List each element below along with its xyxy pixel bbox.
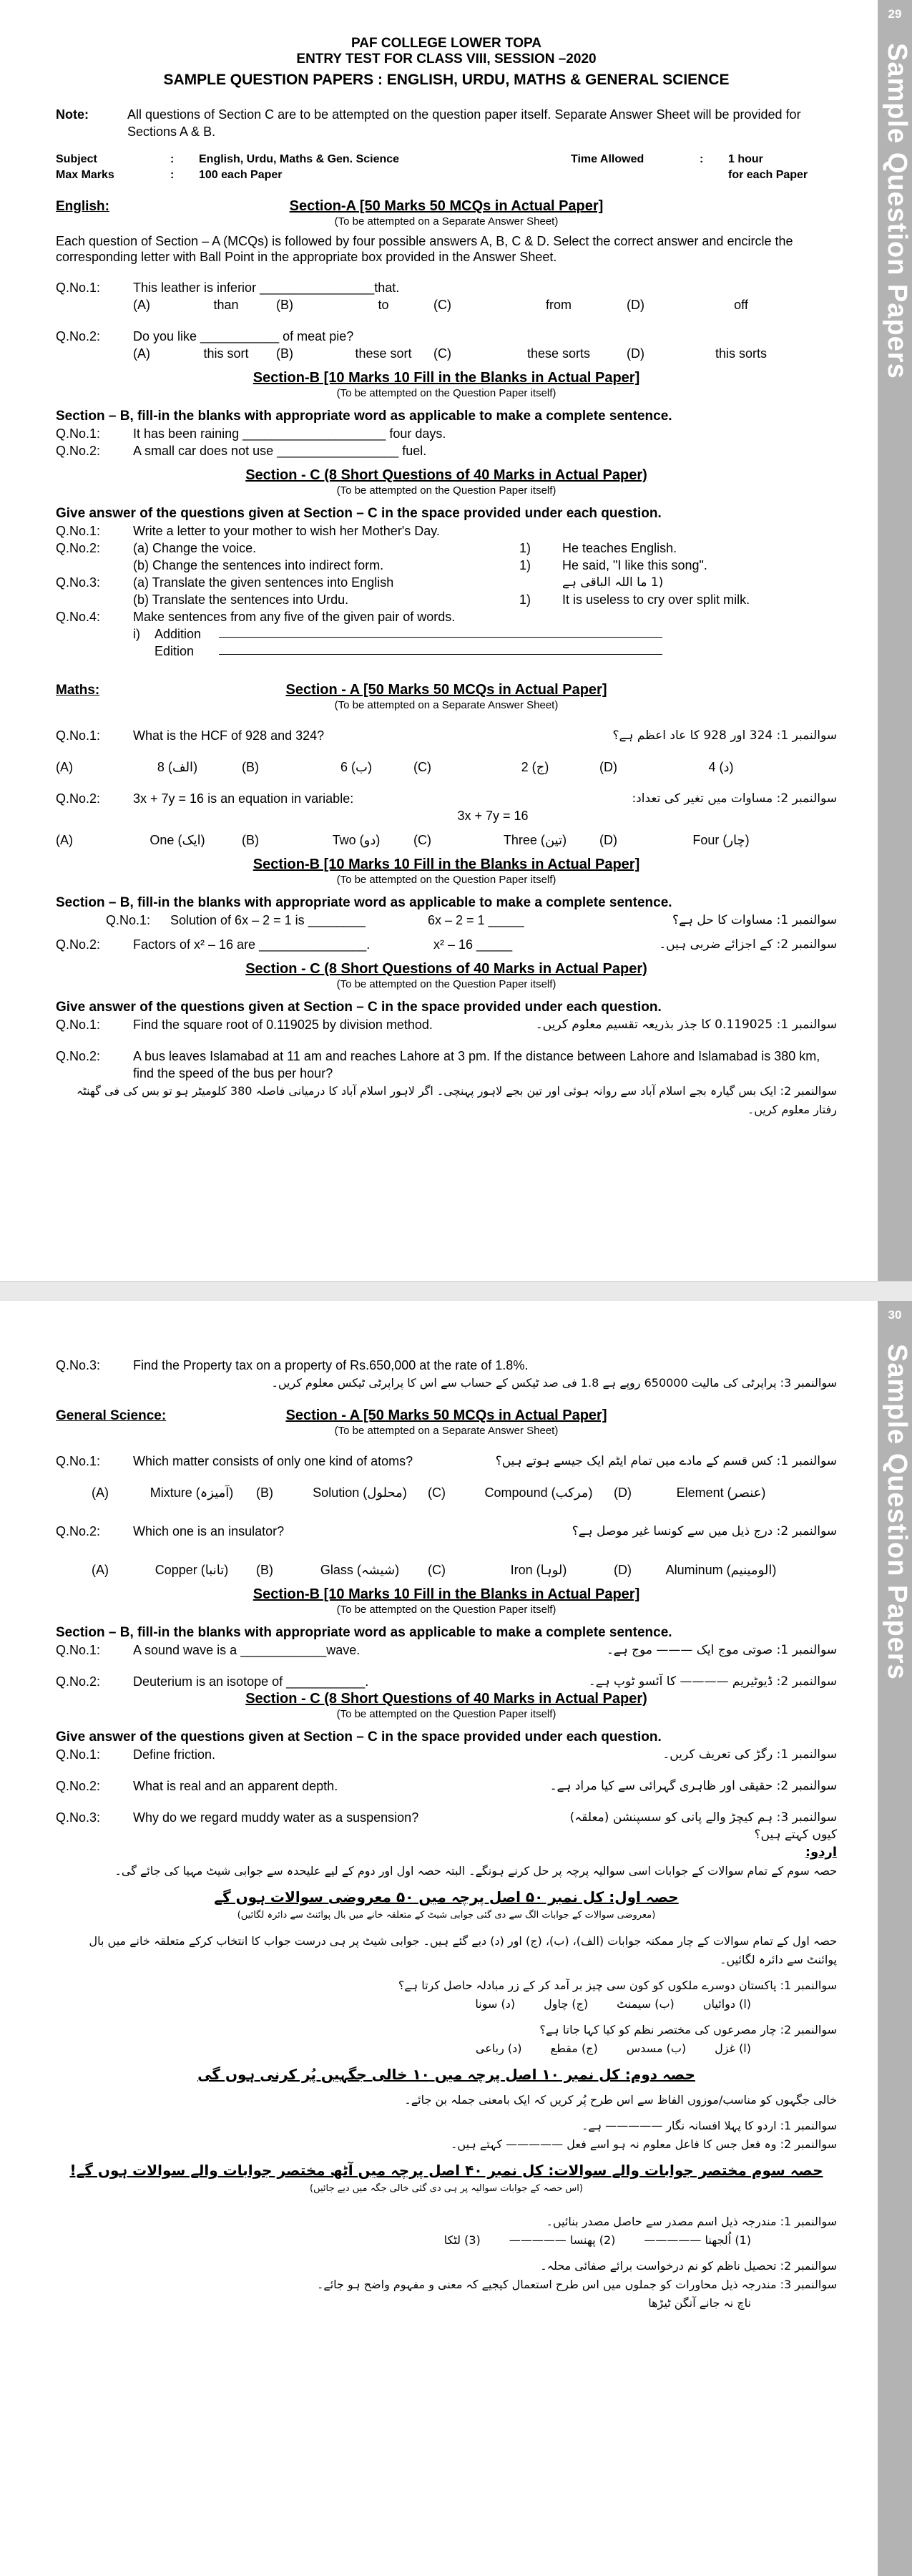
question-number: Q.No.2: [56,329,101,343]
note-label: Note: [56,107,89,122]
option-letter: (B) [256,1485,273,1500]
urdu-question: سوالنمبر 3: مندرجہ ذیل محاورات کو جملوں میں اس طرح استعمال کیجیے کہ معنی و مفہوم واضح ہو جائے۔ [316,2278,837,2291]
colon: : [170,153,175,165]
question-urdu: سوالنمبر 3: ہم کیچڑ والے پانی کو سسپنشن (معلقہ) کیوں کہتے ہیں؟ [569,1810,837,1842]
option-letter: (A) [56,833,73,847]
question-text: Which one is an insulator? [133,1524,285,1538]
option-value: to [378,298,389,312]
question-text: Deuterium is an isotope of ___________. [133,1674,369,1689]
option: (2) پھنسا ————— [509,2233,616,2247]
urdu-section-1-sub: (معروضی سوالات کے جوابات الگ سے دی گئی جوابی شیٹ کے متعلقہ خانے میں بال پوائنٹ سے دائرہ لگائیں) [237,1910,656,1921]
option-value: 2 (ج) [521,760,549,774]
question-text: Solution of 6x – 2 = 1 is ________ [170,913,366,927]
question-text: Factors of x² – 16 are _______________. [133,937,371,952]
question-text: Make sentences from any five of the given pair of words. [133,610,456,624]
option-value: these sorts [526,346,591,361]
section-c-instruction: Give answer of the questions given at Section – C in the space provided under each question. [56,1729,662,1745]
equation: 6x – 2 = 1 _____ [428,913,524,927]
question-text: Define friction. [133,1747,216,1762]
question-urdu: سوالنمبر 2: کے اجزائے ضربی ہیں۔ [659,937,837,952]
question-text: A sound wave is a ____________wave. [133,1643,361,1657]
question-urdu: سوالنمبر 2: درج ذیل میں سے کونسا غیر موصل ہے؟ [572,1524,837,1538]
item-text: It is useless to cry over split milk. [562,592,750,607]
question-text: Write a letter to your mother to wish her Mother's Day. [133,524,440,538]
urdu-question: سوالنمبر 2: وہ فعل جس کا فاعل معلوم نہ ہو اسے فعل ————— کہتے ہیں۔ [451,2137,837,2151]
question-number: Q.No.1: [106,913,151,927]
option: (ا) غزل [715,2041,751,2055]
option-value: Compound (مرکب) [484,1485,593,1500]
question-urdu: سوالنمبر 1: کس قسم کے مادے میں تمام ایٹم ایک جیسے ہوتے ہیں؟ [495,1454,837,1468]
urdu-section-3-sub: (اس حصہ کے جوابات سوالیہ پر ہی دی گئی خالی جگہ میں دیے جائیں) [309,2183,583,2194]
section-a-heading: Section - A [50 Marks 50 MCQs in Actual Paper] [285,1407,607,1423]
question [56,936,837,953]
section-a-heading: Section-A [50 Marks 50 MCQs in Actual Paper] [289,198,604,214]
time-value: 1 hour [728,153,763,165]
question-number: Q.No.3: [56,575,101,590]
section-c-sub: (To be attempted on the Question Paper itself) [336,978,556,990]
question [56,1746,837,1763]
question-urdu: سوالنمبر 2: حقیقی اور ظاہری گہرائی سے کیا مراد ہے۔ [549,1779,837,1793]
question-number: Q.No.1: [56,1747,101,1762]
option-value: this sort [203,346,249,361]
option-letter: (C) [428,1485,446,1500]
option-value: 6 (ب) [340,760,372,774]
urdu-options [56,2039,837,2058]
question-number: Q.No.2: [56,937,101,952]
option-value: 8 (الف) [157,760,198,774]
item-number: (1 [650,575,664,590]
option-letter: (A) [133,298,150,312]
page-number: 30 [888,1308,902,1322]
question [56,1453,837,1470]
question-urdu: سوالنمبر 3: پراپرٹی کی مالیت 650000 روپے ہے 1.8 فی صد ٹیکس کے حساب سے اس کا پراپرٹی ٹیکس معلوم کریں۔ [271,1376,837,1390]
question [56,442,837,459]
option: (3) لٹکا [443,2233,481,2247]
colon: : [170,169,175,181]
paper-info [56,152,837,183]
question-text: It has been raining ____________________ four days. [133,426,446,441]
colon: : [700,153,704,165]
section-c-heading: Section - C (8 Short Questions of 40 Marks in Actual Paper) [245,1691,647,1707]
question-urdu: سوالنمبر 1: مساوات کا حل ہے؟ [672,913,837,927]
urdu-question: سوالنمبر 2: تحصیل ناظم کو نم درخواست برائے صفائی محلہ۔ [540,2259,837,2273]
question [56,1641,837,1659]
section-b-heading: Section-B [10 Marks 10 Fill in the Blanks in Actual Paper] [252,857,640,872]
question-number: Q.No.2: [56,1049,101,1063]
section-c-heading: Section - C (8 Short Questions of 40 Marks in Actual Paper) [245,467,647,483]
question [56,328,837,345]
question-text: A bus leaves Islamabad at 11 am and reaches Lahore at 3 pm. If the distance between Lahore and Islamabad is 380 km, find the speed of the bus per hour? [133,1049,820,1080]
section-b-heading: Section-B [10 Marks 10 Fill in the Blanks in Actual Paper] [252,370,640,386]
question-text: Why do we regard muddy water as a suspension? [133,1810,419,1825]
options [133,345,837,362]
urdu-label: اردو: [805,1845,837,1860]
urdu-options [56,1995,837,2014]
option-value: Aluminum (الومینیم) [665,1563,777,1577]
question-text: What is real and an apparent depth. [133,1779,338,1793]
option: (ب) مسدس [626,2041,687,2055]
marks-label: Max Marks [56,169,114,181]
question-urdu: سوالنمبر 1: 0.119025 کا جذر بذریعہ تقسیم معلوم کریں۔ [535,1018,837,1032]
option-letter: (C) [433,298,451,312]
answer-line[interactable] [219,625,662,638]
section-b-sub: (To be attempted on the Question Paper itself) [336,387,556,399]
question [56,727,837,744]
college-name: PAF COLLEGE LOWER TOPA [351,36,541,51]
item-number: 1) [519,558,531,572]
question-number: Q.No.1: [56,280,101,295]
question-part: (a) Translate the given sentences into English [133,575,394,590]
page-29 [0,0,912,1281]
option-letter: (D) [614,1485,632,1500]
option-value: Three (تین) [503,833,567,847]
time-label: Time Allowed [571,153,644,165]
question [56,1016,837,1033]
option-value: Four (چار) [692,833,750,847]
word-pair [56,643,837,660]
question-text: This leather is inferior ________________that. [133,280,400,295]
question [56,608,837,625]
note-text: All questions of Section C are to be attempted on the question paper itself. Separate Answer Sheet will be provided for Sections A & B. [127,107,801,139]
equation: x² – 16 _____ [433,937,513,952]
option-value: from [546,298,572,312]
urdu-question: سوالنمبر 1: مندرجہ ذیل اسم مصدر سے حاصل مصدر بنائیں۔ [546,2215,837,2228]
page-gap [0,1281,912,1302]
option-value: these sort [355,346,412,361]
option-letter: (B) [276,346,293,361]
marks-value: 100 each Paper [199,169,283,181]
question-number: Q.No.2: [56,1524,101,1538]
answer-line[interactable] [219,643,662,655]
urdu-sentence [562,574,763,591]
word: Edition [155,644,195,658]
option-letter: (C) [413,833,431,847]
question [56,1673,837,1690]
question-part: (a) Change the voice. [133,541,257,555]
option-letter: (D) [599,833,617,847]
question [56,790,837,807]
option-value: than [213,298,239,312]
options [133,296,837,313]
section-b-instruction: Section – B, fill-in the blanks with appropriate word as applicable to make a complete sentence. [56,895,672,910]
note [56,106,837,140]
question-number: Q.No.1: [56,426,101,441]
item-number: 1) [519,541,531,555]
word-pair [56,625,837,643]
urdu-question: سوالنمبر 1: پاکستان دوسرے ملکوں کو کون سی چیز بر آمد کر کے زر مبادلہ حاصل کرتا ہے؟ [398,1979,837,1992]
option-letter: (A) [92,1563,109,1577]
section-c-instruction: Give answer of the questions given at Section – C in the space provided under each question. [56,506,662,521]
question-text: Do you like ___________ of meat pie? [133,329,354,343]
option-letter: (D) [627,298,644,312]
question [56,279,837,296]
question-number: Q.No.2: [56,1779,101,1793]
question [56,1809,837,1843]
papers-title: SAMPLE QUESTION PAPERS : ENGLISH, URDU, MATHS & GENERAL SCIENCE [163,72,730,88]
section-a-heading: Section - A [50 Marks 50 MCQs in Actual Paper] [285,682,607,698]
question [56,1357,837,1374]
question-part: (b) Translate the sentences into Urdu. [133,592,349,607]
question [56,540,837,557]
options [56,831,837,849]
urdu-question: سوالنمبر 2: چار مصرعوں کی مختصر نظم کو کیا کہا جاتا ہے؟ [539,2023,837,2036]
question [56,522,837,540]
word: Addition [155,627,202,641]
question [56,1523,837,1540]
urdu-section-2-heading: حصہ دوم: کل نمبر ۱۰ اصل پرچہ میں ۱۰ خالی جگہیں پُر کرنی ہوں گی [197,2066,695,2083]
option-value: Glass (شیشہ) [320,1563,400,1577]
side-tab-label: Sample Question Papers [882,43,912,379]
option-value: 4 (د) [708,760,734,774]
page-30 [0,1301,912,2576]
section-a-sub: (To be attempted on a Separate Answer Sheet) [334,699,559,711]
option-letter: (D) [614,1563,632,1577]
option-value: One (ایک) [149,833,205,847]
options [92,1561,837,1579]
question-number: Q.No.2: [56,1674,101,1689]
item-text: ما اللہ الباقی ہے [562,575,647,590]
section-a-sub: (To be attempted on a Separate Answer Sheet) [334,215,559,228]
option-letter: (B) [242,760,259,774]
question-number: Q.No.3: [56,1358,101,1372]
question-text: What is the HCF of 928 and 324? [133,728,325,743]
option: (ا) دوائیاں [702,1997,751,2011]
option-value: off [734,298,748,312]
question-row [56,591,837,608]
side-tab [878,1301,912,2576]
question-text: Find the Property tax on a property of Rs.650,000 at the rate of 1.8%. [133,1358,529,1372]
page-content [56,36,837,1119]
subject-value: English, Urdu, Maths & Gen. Science [199,153,400,165]
option: (1) اُلجھنا ————— [644,2233,751,2247]
question-part: (b) Change the sentences into indirect form. [133,558,384,572]
option: (د) سونا [475,1997,516,2011]
question-urdu: سوالنمبر 1: صوتی موج ایک ——— موج ہے۔ [606,1643,837,1657]
question-number: Q.No.1: [56,1454,101,1468]
urdu-section-3-heading: حصہ سوم مختصر جوابات والے سوالات: کل نمبر ۴۰ اصل پرچہ میں آٹھ مختصر جوابات والے سوالات ہوں گے! [69,2162,823,2179]
section-c-sub: (To be attempted on the Question Paper itself) [336,1708,556,1720]
question [56,425,837,442]
item-text: He said, "I like this song". [562,558,707,572]
option-value: this sorts [715,346,768,361]
question-number: Q.No.3: [56,1810,101,1825]
urdu-intro: حصہ سوم کے تمام سوالات کے جوابات اسی سوالیہ پرچہ پر حل کرنے ہونگے۔ البتہ حصہ اول اور دوم کے لیے علیحدہ سے جوابی شیٹ مہیا کی جائے گی۔ [114,1864,837,1878]
urdu-section-1-instruction: حصہ اول کے تمام سوالات کے چار ممکنہ جوابات (الف)، (ب)، (ج) اور (د) دیے گئے ہیں۔ جوابی شیٹ پر ہی درست جواب کا انتخاب کرکے متعلقہ خانے میں بال پوائنٹ سے دائرہ لگائیں۔ [89,1934,837,1966]
option: (ج) چاول [544,1997,589,2011]
urdu-options [56,2231,837,2250]
option-letter: (C) [428,1563,446,1577]
section-b-heading: Section-B [10 Marks 10 Fill in the Blanks in Actual Paper] [252,1586,640,1602]
question-number: Q.No.2: [56,791,101,806]
question-urdu: سوالنمبر 2: ڈیوٹیریم ———— کا آئسو ٹوپ ہے۔ [588,1674,837,1689]
section-a-sub: (To be attempted on a Separate Answer Sheet) [334,1425,559,1437]
question [56,1777,837,1795]
question-number: Q.No.1: [56,1643,101,1657]
section-c-sub: (To be attempted on the Question Paper itself) [336,484,556,497]
subject-label: Subject [56,153,97,165]
time-value-2: for each Paper [728,169,808,181]
question-text: 3x + 7y = 16 is an equation in variable: [133,791,354,806]
option-letter: (B) [242,833,259,847]
question-number: Q.No.1: [56,1018,101,1032]
side-tab [878,0,912,1281]
urdu-section-1-heading: حصہ اول: کل نمبر ۵۰ اصل پرچہ میں ۵۰ معروضی سوالات ہوں گے [214,1888,679,1906]
option: (ب) سیمنٹ [617,1997,675,2011]
option-letter: (D) [627,346,644,361]
options [56,758,837,776]
option-value: Copper (تانبا) [155,1563,229,1577]
option-letter: (A) [133,346,150,361]
urdu-section-2-instruction: خالی جگہوں کو مناسب/موزوں الفاظ سے اس طرح پُر کریں کہ ایک بامعنی جملہ بن جائے۔ [404,2093,837,2107]
option-value: Two (دو) [332,833,381,847]
page-number: 29 [888,7,902,21]
test-title: ENTRY TEST FOR CLASS VIII, SESSION –2020 [296,52,597,67]
section-b-instruction: Section – B, fill-in the blanks with appropriate word as applicable to make a complete sentence. [56,409,672,424]
section-c-instruction: Give answer of the questions given at Section – C in the space provided under each question. [56,1000,662,1015]
english-label: English: [56,199,109,214]
question-urdu: سوالنمبر 1: 324 اور 928 کا عاد اعظم ہے؟ [612,728,837,743]
question-text: Find the square root of 0.119025 by division method. [133,1018,433,1032]
section-c-heading: Section - C (8 Short Questions of 40 Marks in Actual Paper) [245,961,647,977]
question [56,1048,837,1082]
option-letter: (A) [92,1485,109,1500]
option-letter: (C) [433,346,451,361]
option-value: Iron (لوہا) [510,1563,567,1577]
section-b-sub: (To be attempted on the Question Paper itself) [336,1604,556,1616]
options [92,1484,837,1501]
question-number: Q.No.1: [56,524,101,538]
item-number: 1) [519,592,531,607]
question-number: Q.No.2: [56,444,101,458]
question-number: Q.No.4: [56,610,101,624]
science-label: General Science: [56,1408,167,1423]
option-value: Element (عنصر) [676,1485,766,1500]
maths-label: Maths: [56,683,100,698]
section-a-instruction: Each question of Section – A (MCQs) is followed by four possible answers A, B, C & D. Select the correct answer and encircle the corresponding letter with Ball Point in the appropriate box provided in the Answer Sheet. [56,234,793,264]
equation: 3x + 7y = 16 [457,809,529,823]
side-tab-label: Sample Question Papers [882,1344,912,1680]
question-text: A small car does not use _________________ fuel. [133,444,427,458]
option: (ج) مقطع [550,2041,598,2055]
urdu-question: سوالنمبر 1: اردو کا پہلا افسانہ نگار ————— ہے۔ [582,2119,837,2132]
urdu-phrase: ناچ نہ جانے آنگن ٹیڑھا [648,2296,751,2310]
option-letter: (B) [276,298,293,312]
option-value: Solution (محلول) [313,1485,407,1500]
question-number: Q.No.1: [56,728,101,743]
option-value: Mixture (آمیزہ) [149,1485,234,1500]
question-text: Which matter consists of only one kind of atoms? [133,1454,413,1468]
option-letter: (D) [599,760,617,774]
section-b-sub: (To be attempted on the Question Paper itself) [336,874,556,886]
question [56,912,837,929]
option: (د) رباعی [475,2041,522,2055]
question-urdu: سوالنمبر 1: رگڑ کی تعریف کریں۔ [662,1747,837,1762]
section-b-instruction: Section – B, fill-in the blanks with appropriate word as applicable to make a complete sentence. [56,1625,672,1640]
question-urdu: سوالنمبر 2: ایک بس گیارہ بجے اسلام آباد سے روانہ ہوئی اور تین بجے لاہور پہنچی۔ اگر لاہور اسلام آباد کا درمیانی فاصلہ 380 کلومیٹر ہو تو بس کی فی گھنٹہ رفتار معلوم کریں۔ [76,1084,837,1116]
item-number: i) [133,627,140,641]
option-letter: (B) [256,1563,273,1577]
question [56,574,837,591]
question-number: Q.No.2: [56,541,101,555]
question-urdu: سوالنمبر 2: مساوات میں تغیر کی تعداد: [632,791,837,806]
item-text: He teaches English. [562,541,677,555]
option-letter: (C) [413,760,431,774]
question-row [56,557,837,574]
option-letter: (A) [56,760,73,774]
page-content [56,1357,837,2313]
